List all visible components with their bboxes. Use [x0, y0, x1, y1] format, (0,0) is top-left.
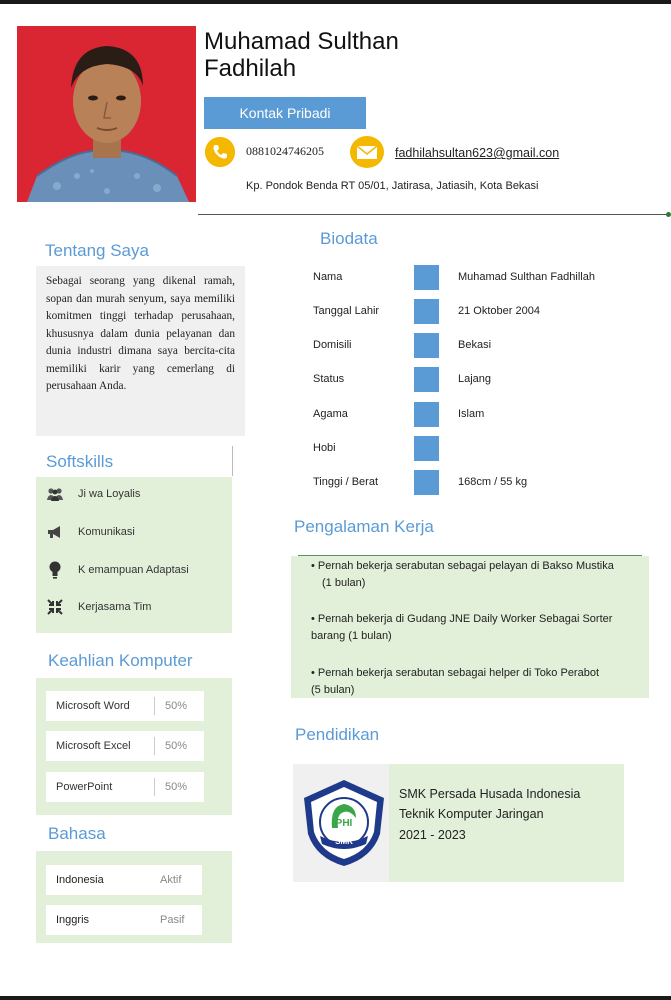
languages-title: Bahasa — [48, 824, 106, 843]
skill-label: Microsoft Word — [56, 700, 130, 712]
bio-marker — [414, 367, 439, 392]
bio-marker — [414, 436, 439, 461]
email-address[interactable]: fadhilahsultan623@gmail.con — [395, 146, 560, 160]
experience-title: Pengalaman Kerja — [294, 517, 434, 536]
softskill-label: Komunikasi — [78, 526, 135, 538]
experience-top-rule — [298, 555, 642, 556]
bio-marker — [414, 299, 439, 324]
bio-value-height-weight: 168cm / 55 kg — [458, 476, 528, 488]
experience-line: • Pernah bekerja serabutan sebagai pelayan di Bakso Mustika — [311, 560, 614, 572]
full-name — [204, 28, 399, 82]
bio-value-name: Muhamad Sulthan Fadhillah — [458, 271, 595, 283]
home-address: Kp. Pondok Benda RT 05/01, Jatirasa, Jatiasih, Kota Bekasi — [246, 180, 539, 192]
skill-label: Microsoft Excel — [56, 740, 131, 752]
school-logo — [300, 776, 388, 875]
bio-value-birthdate: 21 Oktober 2004 — [458, 305, 540, 317]
skill-row — [46, 691, 204, 721]
computer-skills-panel — [36, 678, 232, 815]
top-frame-bar — [0, 0, 671, 4]
header-divider — [198, 214, 668, 215]
education-title: Pendidikan — [295, 725, 380, 744]
bio-label-hobby: Hobi — [313, 442, 336, 454]
experience-line: • Pernah bekerja di Gudang JNE Daily Worker Sebagai Sorter — [311, 613, 613, 625]
language-row — [46, 865, 202, 895]
computer-skills-title: Keahlian Komputer — [48, 651, 193, 670]
bio-value-domicile: Bekasi — [458, 339, 492, 351]
skill-value: 50% — [165, 781, 188, 793]
people-icon — [46, 486, 64, 502]
experience-duration: (1 bulan) — [322, 577, 366, 589]
bio-label-birthdate: Tanggal Lahir — [313, 305, 380, 317]
phone-number: 0881024746205 — [246, 144, 324, 158]
bottom-frame-bar — [0, 996, 671, 1000]
skill-value: 50% — [165, 700, 188, 712]
softskill-item — [46, 599, 151, 615]
language-level: Pasif — [160, 914, 185, 926]
teamwork-icon — [46, 599, 64, 615]
mail-icon — [350, 136, 384, 168]
phone-icon — [205, 137, 235, 167]
bio-marker — [414, 402, 439, 427]
softskill-label: Kerjasama Tim — [78, 601, 152, 613]
softskills-title-divider — [232, 446, 233, 476]
bio-label-name: Nama — [313, 271, 343, 283]
logo-smk-text: SMK — [335, 837, 353, 846]
language-label: Inggris — [56, 914, 90, 926]
experience-duration: barang (1 bulan) — [311, 630, 392, 642]
biodata-title: Biodata — [320, 229, 378, 248]
bio-label-domicile: Domisili — [313, 339, 352, 351]
experience-item — [311, 558, 614, 592]
skill-value: 50% — [165, 740, 188, 752]
experience-line: • Pernah bekerja serabutan sebagai helper di Toko Perabot — [311, 667, 600, 679]
experience-item — [311, 611, 612, 645]
contact-header-button: Kontak Pribadi — [204, 97, 366, 129]
bio-label-status: Status — [313, 373, 345, 385]
experience-item — [311, 665, 599, 699]
softskill-item — [46, 562, 189, 578]
megaphone-icon — [46, 524, 64, 540]
softskills-panel — [36, 477, 232, 633]
school-major: Teknik Komputer Jaringan — [399, 807, 544, 821]
skill-row — [46, 772, 204, 802]
softskill-label: K emampuan Adaptasi — [78, 564, 189, 576]
language-level: Aktif — [160, 874, 182, 886]
bio-label-religion: Agama — [313, 408, 348, 420]
language-label: Indonesia — [56, 874, 104, 886]
about-panel — [36, 266, 245, 436]
bio-value-religion: Islam — [458, 408, 485, 420]
lightbulb-icon — [46, 562, 64, 578]
school-name: SMK Persada Husada Indonesia — [399, 787, 581, 801]
softskill-label: Ji wa Loyalis — [78, 488, 141, 500]
profile-photo — [17, 26, 196, 202]
about-title: Tentang Saya — [45, 241, 149, 260]
logo-badge-text: PHI — [335, 818, 353, 829]
languages-panel — [36, 851, 232, 943]
bio-marker — [414, 333, 439, 358]
name-line-2: Fadhilah — [204, 55, 297, 82]
header-divider-dot — [666, 212, 671, 217]
language-row — [46, 905, 202, 935]
skill-label: PowerPoint — [56, 781, 113, 793]
bio-value-status: Lajang — [458, 373, 492, 385]
softskill-item — [46, 486, 140, 502]
bio-marker — [414, 265, 439, 290]
bio-label-height-weight: Tinggi / Berat — [313, 476, 379, 488]
about-text: Sebagai seorang yang dikenal ramah, sopan dan murah senyum, saya memiliki komitmen tinggi terhadap perusahaan, khususnya dalam dunia pelayanan dan dunia industri dimana saya bercita-cita memiliki karir yang cemerlang di perusahaan Anda. — [46, 275, 235, 392]
name-line-1: Muhamad Sulthan — [204, 28, 399, 55]
experience-duration: (5 bulan) — [311, 684, 355, 696]
softskills-title: Softskills — [46, 452, 114, 471]
skill-row — [46, 731, 204, 761]
softskill-item — [46, 524, 135, 540]
school-years: 2021 - 2023 — [399, 828, 466, 842]
bio-marker — [414, 470, 439, 495]
